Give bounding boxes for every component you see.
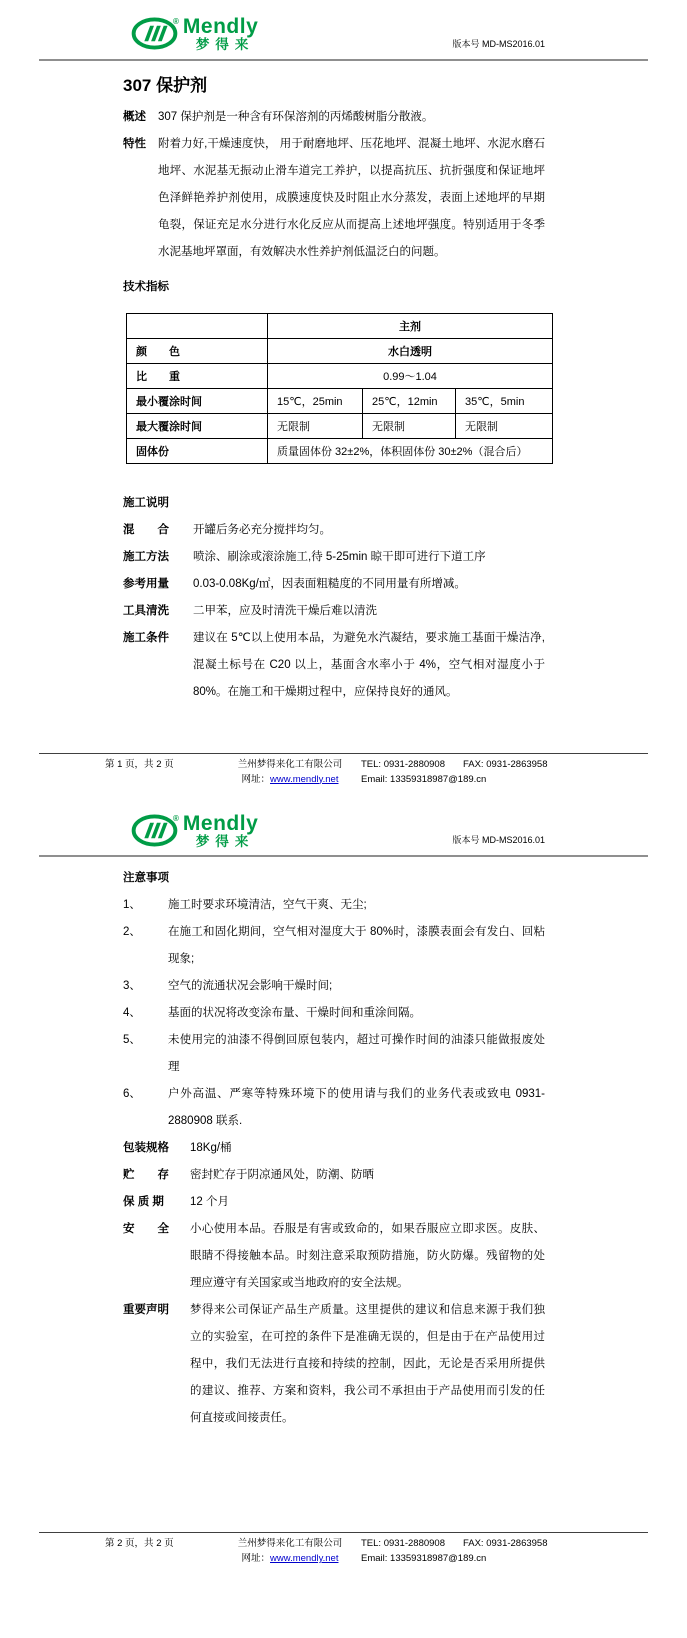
construction-item-label: 参考用量	[123, 577, 169, 590]
note-number: 1、	[123, 899, 141, 911]
construction-item-label: 施工方法	[123, 550, 169, 563]
item-text: 12 个月	[190, 1196, 229, 1208]
note-item-4	[123, 1000, 545, 1027]
spec-value: 15℃，25min	[268, 388, 363, 413]
company-name: 兰州梦得来化工有限公司	[237, 1538, 343, 1549]
note-number: 6、	[123, 1088, 141, 1100]
construction-item-text: 建议在 5℃以上使用本品，为避免水汽凝结，要求施工基面干燥洁净,混凝土标号在 C20 以上，基面含水率小于 4%，空气相对湿度小于 80%。在施工和干燥期过程中，应保持良好的通风。	[193, 631, 545, 698]
page-2	[0, 787, 687, 1567]
fax-label: FAX: 0931-2863958	[462, 1538, 548, 1549]
website-line	[233, 772, 347, 787]
note-number: 5、	[123, 1034, 141, 1046]
spec-label: 比 重	[127, 363, 268, 388]
construction-item-cleaning	[123, 598, 545, 625]
spec-row-color	[127, 338, 553, 363]
spec-row-solids	[127, 438, 553, 463]
item-text: 18Kg/桶	[190, 1142, 232, 1154]
brand-logo-icon	[131, 814, 178, 847]
overview-label: 概述	[123, 110, 146, 123]
brand-name-cn: 梦得来	[195, 37, 255, 52]
item-safety	[123, 1216, 545, 1297]
item-label: 贮 存	[123, 1169, 169, 1181]
construction-item-text: 喷涂、刷涂或滚涂施工,待 5-25min 晾干即可进行下道工序	[193, 550, 486, 563]
construction-item-label: 混 合	[123, 523, 169, 536]
features-row	[123, 131, 545, 266]
spec-value: 无限制	[268, 413, 363, 438]
item-text: 密封贮存于阴凉通风处，防潮、防晒	[190, 1169, 374, 1181]
spec-table	[126, 313, 553, 464]
note-number: 2、	[123, 926, 141, 938]
construction-item-text: 0.03-0.08Kg/㎡，因表面粗糙度的不同用量有所增减。	[193, 577, 466, 590]
item-label: 重要声明	[123, 1304, 169, 1316]
note-item-1	[123, 892, 545, 919]
item-packaging	[123, 1135, 545, 1162]
footer-rule	[39, 753, 648, 754]
note-text: 空气的流通状况会影响干燥时间;	[168, 980, 333, 992]
footer-rule	[39, 1532, 648, 1533]
item-label: 保 质 期	[123, 1196, 164, 1208]
version-label: 版本号 MD-MS2016.01	[452, 835, 545, 845]
email-label: Email: 13359318987@189.cn	[361, 1553, 487, 1564]
item-storage	[123, 1162, 545, 1189]
note-text: 基面的状况将改变涂布量、干燥时间和重涂间隔。	[168, 1007, 421, 1019]
spec-value: 0.99～1.04	[268, 363, 553, 388]
brand-name-en: Mendly	[182, 15, 259, 38]
page2-header	[131, 787, 545, 849]
construction-item-text: 二甲苯，应及时清洗干燥后难以清洗	[193, 604, 377, 617]
spec-label: 最大覆涂时间	[127, 413, 268, 438]
page2-footer	[0, 1532, 687, 1566]
brand-name-en: Mendly	[182, 811, 259, 835]
page-1	[0, 0, 687, 787]
brand-wordmark	[183, 16, 258, 52]
website-line	[233, 1551, 347, 1566]
brand-logo-icon	[131, 17, 178, 50]
overview-text: 307 保护剂是一种含有环保溶剂的丙烯酸树脂分散液。	[158, 110, 434, 123]
tel-label: TEL: 0931-2880908	[361, 758, 445, 770]
spec-value: 质量固体份 32±2%，体积固体份 30±2%（混合后）	[268, 438, 553, 463]
note-item-5	[123, 1027, 545, 1081]
spec-label: 固体份	[127, 438, 268, 463]
page-number-label: 第 2 页，共 2 页	[105, 1538, 174, 1549]
spec-value: 无限制	[363, 413, 456, 438]
note-number: 3、	[123, 980, 141, 992]
item-shelf-life	[123, 1189, 545, 1216]
note-text: 户外高温、严寒等特殊环境下的使用请与我们的业务代表或致电 0931-2880908 联系.	[168, 1088, 545, 1127]
page1-footer	[0, 753, 687, 787]
tel-label: TEL: 0931-2880908	[361, 1538, 445, 1549]
overview-row	[123, 104, 545, 131]
item-text: 小心使用本品。吞服是有害或致命的，如果吞服应立即求医。皮肤、眼睛不得接触本品。时刻注意采取预防措施，防火防爆。残留物的处理应遵守有关国家或当地政府的安全法规。	[190, 1223, 545, 1289]
spec-row-header	[127, 313, 553, 338]
website-link[interactable]: www.mendly.net	[270, 1553, 339, 1564]
construction-item-label: 施工条件	[123, 631, 169, 644]
registered-trademark-icon: ®	[173, 17, 179, 27]
page1-header	[131, 0, 545, 52]
features-text: 附着力好,干燥速度快， 用于耐磨地坪、压花地坪、混凝土地坪、水泥水磨石地坪、水泥基无振动止滑车道完工养护，以提高抗压、抗折强度和保证地坪色泽鲜艳养护剂使用，成膜速度快及时阻止水分蒸发，表面上述地坪的早期龟裂，保证充足水分进行水化反应从而提高上述地坪强度。特别适用于冬季水泥基地坪罩面，有效解决水性养护剂低温泛白的问题。	[158, 137, 545, 258]
tech-specs-heading: 技术指标	[123, 280, 169, 293]
construction-heading: 施工说明	[123, 496, 169, 509]
note-item-6	[123, 1081, 545, 1135]
spec-main-header: 主剂	[268, 313, 553, 338]
registered-trademark-icon: ®	[173, 813, 179, 823]
construction-item-method	[123, 544, 545, 571]
construction-item-conditions	[123, 625, 545, 706]
construction-item-text: 开罐后务必充分搅拌均匀。	[193, 523, 331, 536]
page-number-label: 第 1 页，共 2 页	[105, 758, 174, 770]
spec-empty-cell	[127, 313, 268, 338]
construction-item-mixing	[123, 517, 545, 544]
brand-logo	[131, 813, 258, 849]
product-title: 307 保护剂	[123, 75, 208, 95]
email-label: Email: 13359318987@189.cn	[361, 773, 487, 785]
note-text: 在施工和固化期间，空气相对湿度大于 80%时，漆膜表面会有发白、回粘现象;	[168, 926, 545, 965]
item-label: 包装规格	[123, 1142, 169, 1154]
website-label: 网址：	[241, 773, 271, 785]
website-link[interactable]: www.mendly.net	[270, 773, 339, 785]
spec-value: 35℃，5min	[456, 388, 553, 413]
header-rule	[39, 59, 648, 61]
construction-item-dosage	[123, 571, 545, 598]
page2-content	[123, 865, 545, 1432]
construction-item-label: 工具清洗	[123, 604, 169, 617]
item-text: 梦得来公司保证产品生产质量。这里提供的建议和信息来源于我们独立的实验室，在可控的条件下是准确无误的，但是由于在产品使用过程中，我们无法进行直接和持续的控制，因此，无论是否采用所提供的建议、推荐、方案和资料，我公司不承担由于产品使用而引发的任何直接或间接责任。	[190, 1304, 545, 1424]
item-disclaimer	[123, 1297, 545, 1432]
spec-row-min-recoat	[127, 388, 553, 413]
brand-name-cn: 梦得来	[195, 833, 255, 849]
note-item-2	[123, 919, 545, 973]
fax-label: FAX: 0931-2863958	[462, 758, 548, 770]
spec-row-max-recoat	[127, 413, 553, 438]
note-text: 施工时要求环境清洁，空气干爽、无尘;	[168, 899, 367, 911]
item-label: 安 全	[123, 1223, 169, 1235]
note-number: 4、	[123, 1007, 141, 1019]
spec-value: 水白透明	[268, 338, 553, 363]
spec-row-gravity	[127, 363, 553, 388]
company-name: 兰州梦得来化工有限公司	[237, 758, 343, 770]
brand-logo	[131, 16, 258, 52]
spec-label: 最小覆涂时间	[127, 388, 268, 413]
page1-content	[123, 104, 545, 706]
header-rule	[39, 855, 648, 857]
website-label: 网址：	[241, 1553, 271, 1564]
notes-heading: 注意事项	[123, 872, 169, 884]
version-label: 版本号 MD-MS2016.01	[452, 38, 545, 49]
spec-value: 无限制	[456, 413, 553, 438]
note-item-3	[123, 973, 545, 1000]
note-text: 未使用完的油漆不得倒回原包装内，超过可操作时间的油漆只能做报废处理	[168, 1034, 545, 1073]
spec-label: 颜 色	[127, 338, 268, 363]
spec-value: 25℃，12min	[363, 388, 456, 413]
brand-wordmark	[183, 813, 258, 849]
features-label: 特性	[123, 137, 146, 150]
